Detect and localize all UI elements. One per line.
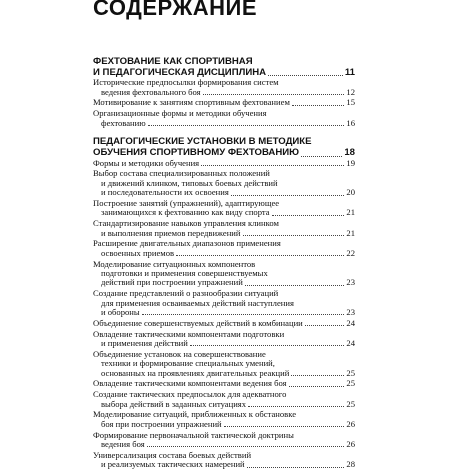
page-number: 16 [346, 117, 355, 128]
toc-entry [93, 219, 355, 238]
dot-leader [224, 426, 345, 427]
dot-leader [176, 255, 344, 256]
toc-entry-line [93, 440, 355, 449]
toc-entry [93, 199, 355, 218]
toc-entry-text: Объединение совершенствуемых действий в комбинации [93, 318, 303, 328]
toc-entry-line [93, 188, 355, 197]
page-number: 26 [346, 439, 355, 450]
page-number: 21 [346, 207, 355, 218]
toc-entry-text: и последовательности их освоения [101, 188, 229, 198]
dot-leader [301, 156, 342, 157]
dot-leader [268, 75, 343, 76]
toc-entry-line [93, 98, 355, 107]
dot-leader [289, 386, 345, 387]
dot-leader [147, 446, 345, 447]
toc-entry [93, 319, 355, 328]
page-number: 19 [346, 157, 355, 168]
toc-entry-line [93, 379, 355, 388]
page-number: 28 [346, 459, 355, 470]
section-heading-text: ПЕДАГОГИЧЕСКИЕ УСТАНОВКИ В МЕТОДИКЕ [93, 136, 312, 148]
page-number: 26 [346, 418, 355, 429]
toc-entry-text: Исторические предпосылки формирования систем [93, 77, 279, 88]
toc-entry-line [93, 249, 355, 258]
toc-entry-text: ведения фехтовального боя [101, 87, 201, 97]
toc-entry-text: Овладение тактическими компонентами подготовки [93, 328, 285, 339]
page-number: 23 [346, 307, 355, 318]
page-number: 11 [344, 66, 355, 78]
toc-entry-text: и выполнения приемов передвижений [101, 228, 241, 238]
toc-entry-line [93, 460, 355, 469]
toc-entry-text: ведения боя [101, 440, 145, 450]
page-number: 15 [346, 97, 355, 108]
toc-entry [93, 289, 355, 317]
toc-entry-text: Овладение тактическими компонентами ведения боя [93, 379, 287, 389]
dot-leader [247, 467, 345, 468]
toc-entry-line [93, 319, 355, 328]
toc-entry-text: и движений клинком, типовых боевых действий [101, 178, 278, 188]
toc-entry [93, 431, 355, 450]
toc-entry-text: Выбор состава специализированных положений [93, 168, 270, 179]
dot-leader [272, 215, 345, 216]
page-number: 23 [346, 277, 355, 288]
toc-entry [93, 330, 355, 349]
toc-entry-line [93, 119, 355, 128]
toc-entry-text: Моделирование ситуационных компонентов [93, 258, 256, 269]
page-number: 24 [346, 317, 355, 328]
dot-leader [190, 345, 345, 346]
page-number: 12 [346, 86, 355, 97]
section-heading-text: ОБУЧЕНИЯ СПОРТИВНОМУ ФЕХТОВАНИЮ [93, 147, 300, 158]
toc-entry-line [93, 369, 355, 378]
toc-entry-line [93, 208, 355, 217]
toc-entry-text: боя при построении упражнений [101, 419, 222, 429]
dot-leader [203, 94, 345, 95]
page-number: 21 [346, 227, 355, 238]
toc-entry [93, 410, 355, 429]
page-number: 22 [346, 247, 355, 258]
toc-entry-text: Формы и методики обучения [93, 158, 200, 168]
toc-entry-text: Построение занятий (упражнений), адаптирующее [93, 197, 280, 208]
page-number: 25 [346, 398, 355, 409]
toc-entry-text: Моделирование ситуаций, приближенных к обстановке [93, 409, 297, 420]
toc-entry-text: подготовки и применения совершенствуемых [101, 269, 268, 278]
toc-entry-line [93, 339, 355, 348]
toc-entry [93, 159, 355, 168]
toc-entry [93, 390, 355, 409]
toc-entry [93, 451, 355, 470]
toc-entry-text: Универсализация состава боевых действий [93, 449, 252, 460]
page-number: 24 [346, 338, 355, 349]
toc-entry [93, 350, 355, 378]
toc-entry [93, 260, 355, 288]
toc-entry-text: и обороны [101, 308, 140, 318]
page-number: 25 [346, 367, 355, 378]
page-title: СОДЕРЖАНИЕ [93, 0, 258, 20]
toc-entry-text: основанных на проявлениях двигательных реакций [101, 368, 290, 378]
toc-entry-text: Формирование первоначальной тактической доктрины [93, 429, 294, 440]
toc-entry-text: Создание представлений о разнообразии ситуаций [93, 288, 279, 299]
toc-entry [93, 239, 355, 258]
toc-entry-line [93, 308, 355, 317]
dot-leader [305, 325, 345, 326]
toc-entry-text: и применения действий [101, 339, 188, 349]
toc-entry [93, 78, 355, 97]
dot-leader [201, 165, 344, 166]
page-number: 18 [344, 146, 355, 158]
toc-entry-line [93, 229, 355, 238]
dot-leader [291, 375, 344, 376]
toc-entry-text: Создание тактических предпосылок для адекватного [93, 389, 287, 400]
dot-leader [292, 105, 345, 106]
toc-entry [93, 98, 355, 107]
section-heading [93, 137, 355, 158]
toc-entry [93, 109, 355, 128]
dot-leader [243, 235, 345, 236]
toc-entry-line [93, 420, 355, 429]
toc-entry-text: действий при построении упражнений [101, 278, 243, 288]
toc-entry-line [93, 88, 355, 97]
toc-entry-text: Объединение установок на совершенствование [93, 348, 266, 359]
toc-entry-line [93, 400, 355, 409]
toc-entry-text: техники и формирование специальных умений, [101, 359, 275, 369]
section-heading-line [93, 148, 355, 159]
toc-entry-line [93, 278, 355, 287]
toc-entry-text: освоенных приемов [101, 248, 175, 258]
dot-leader [148, 125, 345, 126]
toc-entry-text: выбора действий в заданных ситуациях [101, 399, 247, 409]
toc-entry-text: Организационные формы и методики обучения [93, 108, 267, 119]
dot-leader [245, 285, 345, 286]
toc-entry [93, 169, 355, 197]
toc-entry-line [93, 159, 355, 168]
toc-entry [93, 379, 355, 388]
page-number: 25 [346, 378, 355, 389]
section-heading-text: И ПЕДАГОГИЧЕСКАЯ ДИСЦИПЛИНА [93, 67, 267, 78]
toc-entry-text: и реализуемых тактических намерений [101, 460, 245, 470]
dot-leader [142, 314, 345, 315]
section-heading [93, 57, 355, 78]
toc-entry-text: Стандартизирование навыков управления клинком [93, 218, 279, 229]
toc-entry-text: для применения осваиваемых действий наступления [101, 298, 294, 308]
toc-entry-text: Мотивирование к занятиям спортивным фехтованием [93, 98, 290, 108]
table-of-contents [93, 57, 355, 471]
page-number: 20 [346, 187, 355, 198]
dot-leader [231, 195, 345, 196]
toc-entry-text: Расширение двигательных диапазонов применения [93, 238, 281, 249]
dot-leader [248, 406, 344, 407]
section-heading-text: ФЕХТОВАНИЕ КАК СПОРТИВНАЯ [93, 56, 253, 67]
toc-entry-text: фехтованию [101, 118, 146, 128]
toc-entry-text: занимающихся к фехтованию как виду спорта [101, 208, 270, 218]
